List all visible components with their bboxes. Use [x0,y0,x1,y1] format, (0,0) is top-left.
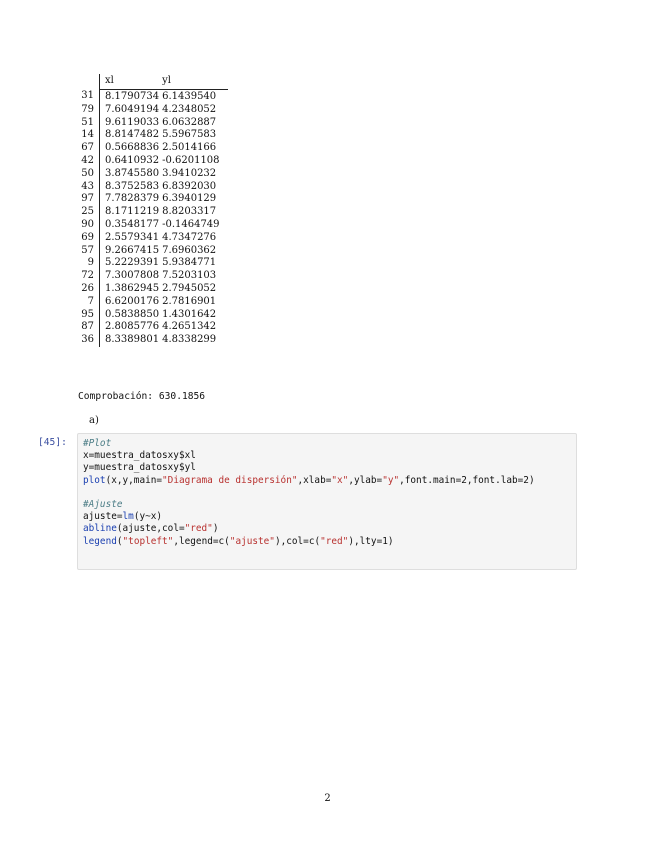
table-row [78,142,228,155]
xl-cell: 8.3389801 [105,334,160,346]
xl-cell: 8.8147482 [105,129,160,141]
xl-cell: 7.6049194 [105,103,160,115]
code-string: "topleft" [122,535,174,547]
row-index: 97 [78,193,100,206]
table-row [78,257,228,270]
code-string: "ajuste" [229,535,275,547]
code-line-y: y=muestra_datosxy$yl [83,462,196,474]
xl-cell: 2.5579341 [105,231,160,243]
row-index: 69 [78,232,100,245]
code-text: ,xlab= [297,474,332,486]
yl-cell: 6.1439540 [162,91,217,102]
table-row [78,245,228,258]
code-block [78,434,576,548]
table-row [78,117,228,130]
code-string: "Diagrama de dispersión" [162,474,298,486]
xl-cell: 0.5668836 [105,142,160,154]
row-index: 50 [78,168,100,181]
row-index: 14 [78,129,100,142]
yl-cell: 6.3940129 [162,193,217,205]
index-header [78,74,100,90]
code-text: ),lty=1) [348,535,394,547]
code-fn-legend: legend [83,535,117,547]
yl-cell: 1.4301642 [162,308,217,320]
table-row [78,334,228,347]
yl-cell: 4.8338299 [162,334,217,346]
row-index: 36 [78,334,100,347]
code-string: "x" [331,474,349,486]
row-index: 57 [78,245,100,258]
cell-prompt: [45]: [38,437,67,448]
yl-cell: 7.6960362 [162,244,217,256]
yl-cell: 6.0632887 [162,116,217,128]
row-index: 79 [78,104,100,117]
table-row [78,104,228,117]
xl-cell: 6.6200176 [105,295,160,307]
table-body [78,90,228,347]
table-row [78,270,228,283]
table-row [78,193,228,206]
code-text: ),col=c( [274,535,321,547]
xl-cell: 1.3862945 [105,282,160,294]
xl-cell: 2.8085776 [105,321,160,333]
row-index: 67 [78,142,100,155]
row-index: 51 [78,117,100,130]
table-row [78,181,228,194]
table-row [78,296,228,309]
row-index: 87 [78,321,100,334]
yl-cell: 5.5967583 [162,129,217,141]
xl-cell: 0.3548177 [105,218,160,230]
code-text: ,legend=c( [173,535,230,547]
code-string: "red" [184,523,213,535]
table-row [78,283,228,296]
yl-cell: 4.7347276 [162,231,217,243]
table-row [78,168,228,181]
code-string: "red" [320,535,349,547]
table-row [78,321,228,334]
yl-cell: -0.6201108 [162,154,220,166]
code-comment-ajuste: #Ajuste [83,499,123,511]
xl-cell: 8.1790734 [105,91,160,102]
table-row [78,232,228,245]
code-text: (y~x) [133,511,163,523]
xl-cell: 3.8745580 [105,167,160,179]
code-text: ajuste= [83,511,123,523]
xl-cell: 0.6410932 [105,154,160,166]
code-text: ,font.main=2,font.lab=2) [399,474,535,486]
table-row [78,129,228,142]
yl-cell: -0.1464749 [162,218,220,230]
row-index: 31 [78,90,100,104]
xl-cell: 8.3752583 [105,180,160,192]
data-table [78,74,228,347]
row-index: 43 [78,181,100,194]
code-comment-plot: #Plot [83,438,112,449]
xl-cell: 9.6119033 [105,116,160,128]
row-index: 42 [78,155,100,168]
code-text: ( [116,535,123,547]
code-text: ) [212,523,219,535]
yl-cell: 8.8203317 [162,206,217,218]
xl-cell: 5.2229391 [105,257,160,269]
yl-cell: 4.2651342 [162,321,217,333]
row-index: 26 [78,283,100,296]
comprobacion-output: Comprobación: 630.1856 [78,391,206,402]
code-line-x: x=muestra_datosxy$xl [83,450,196,462]
xl-cell: 8.1711219 [105,206,160,218]
code-string: "y" [382,474,400,486]
code-fn-abline: abline [83,523,117,535]
yl-cell: 2.5014166 [162,142,217,154]
code-fn-lm: lm [122,511,134,523]
code-cell[interactable] [77,433,577,570]
table-row [78,309,228,322]
xl-cell: 7.7828379 [105,193,160,205]
code-fn-plot: plot [83,474,106,486]
table-row [78,206,228,219]
yl-cell: 4.2348052 [162,103,217,115]
row-index: 7 [78,296,100,309]
row-index: 72 [78,270,100,283]
code-text: (ajuste,col= [116,523,185,535]
xl-cell: 0.5838850 [105,308,160,320]
row-index: 90 [78,219,100,232]
yl-cell: 2.7816901 [162,295,217,307]
yl-cell: 3.9410232 [162,167,217,179]
table-row [78,219,228,232]
table-row [78,155,228,168]
table-header-row [78,74,228,90]
code-text: (x,y,main= [105,474,163,486]
xl-cell: 7.3007808 [105,270,160,282]
row-index: 9 [78,257,100,270]
row-index: 25 [78,206,100,219]
page-number: 2 [324,793,331,804]
table-row [78,90,228,104]
yl-cell: 5.9384771 [162,257,217,269]
code-text: ,ylab= [348,474,383,486]
row-index: 95 [78,309,100,322]
yl-cell: 7.5203103 [162,270,217,282]
xl-cell: 9.2667415 [105,244,160,256]
yl-cell: 6.8392030 [162,180,217,192]
subsection-label: a) [89,415,99,426]
xl-header: xl [100,74,160,90]
yl-cell: 2.7945052 [162,282,217,294]
yl-header: yl [159,74,228,90]
